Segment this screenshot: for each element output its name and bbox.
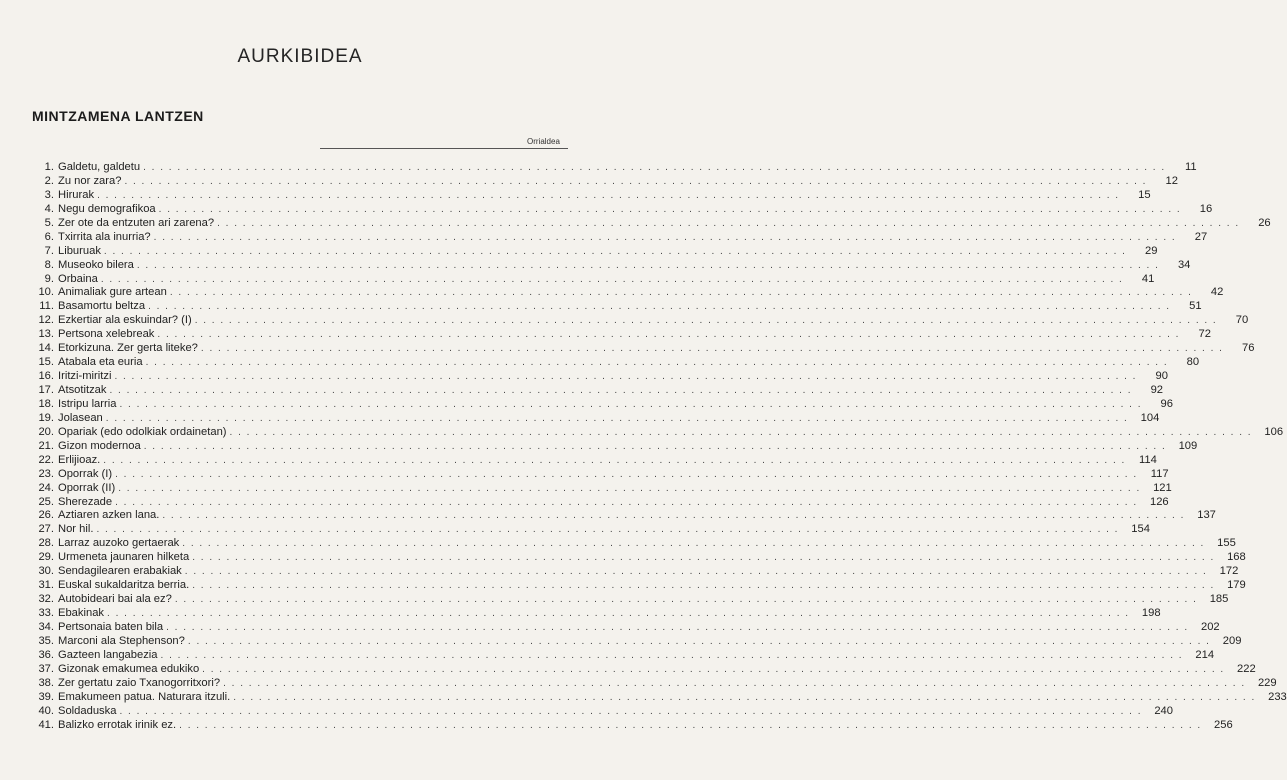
entry-title: Euskal sukaldaritza berria. bbox=[58, 579, 190, 592]
toc-entry bbox=[32, 662, 1256, 677]
toc-entry bbox=[32, 328, 1211, 342]
toc-entry bbox=[32, 537, 1236, 551]
entry-number: 38. bbox=[38, 676, 54, 689]
toc-entry bbox=[32, 481, 1172, 496]
dot-leader: . . . . . . . . . . . . . . . . . . . . . . . . . . . . . . . . . . . . . . . . . . . . . . . . . . . . . . . . . . . . . . . . . . . . . . . . . . . . . . . . . . . . . . . . . . . . . . . . . . . . . . . . . . . . . . . . . . . . . . . . bbox=[143, 162, 1166, 173]
dot-leader: . . . . . . . . . . . . . . . . . . . . . . . . . . . . . . . . . . . . . . . . . . . . . . . . . . . . . . . . . . . . . . . . . . . . . . . . . . . . . . . . . . . . . . . . . . . . . . . . . . . . . . . . . . . . . . . . . . . . . . . . bbox=[103, 454, 1126, 466]
toc-entry bbox=[32, 314, 1249, 328]
entry-number: 37. bbox=[38, 662, 54, 675]
toc-entry bbox=[32, 272, 1155, 287]
entry-number: 26. bbox=[38, 509, 54, 522]
entry-number: 34. bbox=[38, 620, 54, 633]
toc-entry bbox=[32, 425, 1284, 440]
entry-number: 6. bbox=[44, 230, 54, 243]
toc-entry bbox=[32, 188, 1151, 203]
entry-page-number: 121 bbox=[1153, 481, 1172, 494]
toc-entry bbox=[32, 384, 1164, 398]
entry-page-number: 109 bbox=[1178, 439, 1198, 452]
toc-entry bbox=[32, 607, 1161, 621]
entry-page-number: 51 bbox=[1189, 300, 1202, 313]
dot-leader: . . . . . . . . . . . . . . . . . . . . . . . . . . . . . . . . . . . . . . . . . . . . . . . . . . . . . . . . . . . . . . . . . . . . . . . . . . . . . . . . . . . . . . . . . . . . . . . . . . . . . . . . . . . . . . . . . . . . . . . . bbox=[145, 357, 1169, 369]
toc-entry bbox=[32, 286, 1224, 300]
entry-page-number: 179 bbox=[1227, 579, 1246, 592]
entry-number: 18. bbox=[38, 397, 54, 410]
entry-title: Balizko errotak irinik ez. bbox=[58, 718, 177, 731]
dot-leader: . . . . . . . . . . . . . . . . . . . . . . . . . . . . . . . . . . . . . . . . . . . . . . . . . . . . . . . . . . . . . . . . . . . . . . . . . . . . . . . . . . . . . . . . . . . . . . . . . . . . . . . . . . . . . . . . . . . . . . . . bbox=[136, 259, 1160, 271]
entry-number: 1. bbox=[44, 161, 54, 173]
entry-page-number: 137 bbox=[1197, 509, 1216, 522]
entry-page-number: 27 bbox=[1194, 230, 1208, 243]
toc-entry bbox=[32, 174, 1178, 189]
entry-title: Emakumeen patua. Naturara itzuli. bbox=[58, 690, 231, 703]
toc-entry bbox=[32, 397, 1173, 412]
entry-page-number: 72 bbox=[1198, 328, 1211, 341]
entry-title: Pertsona xelebreak bbox=[58, 328, 155, 341]
dot-leader: . . . . . . . . . . . . . . . . . . . . . . . . . . . . . . . . . . . . . . . . . . . . . . . . . . . . . . . . . . . . . . . . . . . . . . . . . . . . . . . . . . . . . . . . . . . . . . . . . . . . . . . . . . . . . . . . . . . . . . . . bbox=[109, 385, 1133, 396]
entry-number: 4. bbox=[44, 202, 54, 215]
toc-entry bbox=[32, 244, 1158, 259]
dot-leader: . . . . . . . . . . . . . . . . . . . . . . . . . . . . . . . . . . . . . . . . . . . . . . . . . . . . . . . . . . . . . . . . . . . . . . . . . . . . . . . . . . . . . . . . . . . . . . . . . . . . . . . . . . . . . . . . . . . . . . . . bbox=[192, 580, 1215, 592]
toc-entry bbox=[32, 467, 1169, 482]
entry-page-number: 185 bbox=[1209, 593, 1229, 606]
dot-leader: . . . . . . . . . . . . . . . . . . . . . . . . . . . . . . . . . . . . . . . . . . . . . . . . . . . . . . . . . . . . . . . . . . . . . . . . . . . . . . . . . . . . . . . . . . . . . . . . . . . . . . . . . . . . . . . . . . . . . . . . bbox=[119, 398, 1142, 410]
entry-number: 40. bbox=[38, 704, 54, 717]
dot-leader: . . . . . . . . . . . . . . . . . . . . . . . . . . . . . . . . . . . . . . . . . . . . . . . . . . . . . . . . . . . . . . . . . . . . . . . . . . . . . . . . . . . . . . . . . . . . . . . . . . . . . . . . . . . . . . . . . . . . . . . . bbox=[143, 440, 1167, 452]
entry-title: Zer gertatu zaio Txanogorritxori? bbox=[58, 676, 221, 689]
entry-number: 19. bbox=[38, 411, 54, 424]
dot-leader: . . . . . . . . . . . . . . . . . . . . . . . . . . . . . . . . . . . . . . . . . . . . . . . . . . . . . . . . . . . . . . . . . . . . . . . . . . . . . . . . . . . . . . . . . . . . . . . . . . . . . . . . . . . . . . . . . . . . . . . . bbox=[118, 482, 1141, 494]
entry-title: Soldaduska bbox=[58, 704, 117, 717]
entry-title: Urmeneta jaunaren hilketa bbox=[58, 551, 190, 564]
entry-page-number: 209 bbox=[1222, 634, 1242, 647]
dot-leader: . . . . . . . . . . . . . . . . . . . . . . . . . . . . . . . . . . . . . . . . . . . . . . . . . . . . . . . . . . . . . . . . . . . . . . . . . . . . . . . . . . . . . . . . . . . . . . . . . . . . . . . . . . . . . . . . . . . . . . . . bbox=[105, 412, 1129, 424]
entry-number: 24. bbox=[38, 481, 54, 494]
toc-entry bbox=[32, 300, 1202, 314]
entry-number: 35. bbox=[38, 634, 54, 647]
section-heading: MINTZAMENA LANTZEN bbox=[32, 108, 204, 124]
entry-page-number: 92 bbox=[1150, 384, 1164, 396]
header-rule bbox=[320, 148, 568, 149]
entry-number: 5. bbox=[44, 216, 54, 229]
entry-page-number: 42 bbox=[1210, 286, 1224, 299]
entry-page-number: 15 bbox=[1138, 188, 1151, 201]
toc-entry bbox=[32, 495, 1169, 510]
entry-number: 13. bbox=[38, 328, 54, 341]
dot-leader: . . . . . . . . . . . . . . . . . . . . . . . . . . . . . . . . . . . . . . . . . . . . . . . . . . . . . . . . . . . . . . . . . . . . . . . . . . . . . . . . . . . . . . . . . . . . . . . . . . . . . . . . . . . . . . . . . . . . . . . . bbox=[166, 621, 1189, 633]
dot-leader: . . . . . . . . . . . . . . . . . . . . . . . . . . . . . . . . . . . . . . . . . . . . . . . . . . . . . . . . . . . . . . . . . . . . . . . . . . . . . . . . . . . . . . . . . . . . . . . . . . . . . . . . . . . . . . . . . . . . . . . . bbox=[160, 649, 1184, 661]
entry-title: Atabala eta euria bbox=[58, 356, 143, 369]
dot-leader: . . . . . . . . . . . . . . . . . . . . . . . . . . . . . . . . . . . . . . . . . . . . . . . . . . . . . . . . . . . . . . . . . . . . . . . . . . . . . . . . . . . . . . . . . . . . . . . . . . . . . . . . . . . . . . . . . . . . . . . . bbox=[169, 287, 1193, 299]
entry-number: 39. bbox=[38, 690, 54, 703]
dot-leader: . . . . . . . . . . . . . . . . . . . . . . . . . . . . . . . . . . . . . . . . . . . . . . . . . . . . . . . . . . . . . . . . . . . . . . . . . . . . . . . . . . . . . . . . . . . . . . . . . . . . . . . . . . . . . . . . . . . . . . . . bbox=[217, 217, 1240, 229]
dot-leader: . . . . . . . . . . . . . . . . . . . . . . . . . . . . . . . . . . . . . . . . . . . . . . . . . . . . . . . . . . . . . . . . . . . . . . . . . . . . . . . . . . . . . . . . . . . . . . . . . . . . . . . . . . . . . . . . . . . . . . . . bbox=[148, 301, 1171, 313]
entry-number: 29. bbox=[38, 551, 54, 564]
toc-entry bbox=[32, 342, 1255, 356]
entry-title: Autobideari bai ala ez? bbox=[58, 593, 172, 606]
entry-title: Sherezade bbox=[58, 495, 113, 508]
entry-page-number: 117 bbox=[1150, 467, 1169, 480]
toc-entry bbox=[32, 704, 1173, 719]
entry-title: Gizon modernoa bbox=[58, 439, 141, 452]
toc-entry bbox=[32, 439, 1198, 454]
entry-title: Iritzi-miritzi bbox=[58, 370, 112, 383]
entry-page-number: 70 bbox=[1235, 314, 1249, 327]
toc-entry bbox=[32, 648, 1215, 663]
dot-leader: . . . . . . . . . . . . . . . . . . . . . . . . . . . . . . . . . . . . . . . . . . . . . . . . . . . . . . . . . . . . . . . . . . . . . . . . . . . . . . . . . . . . . . . . . . . . . . . . . . . . . . . . . . . . . . . . . . . . . . . . bbox=[187, 635, 1211, 647]
entry-page-number: 233 bbox=[1268, 690, 1287, 703]
toc-entry bbox=[32, 551, 1246, 565]
entry-title: Oporrak (I) bbox=[58, 467, 113, 480]
entry-number: 31. bbox=[38, 579, 54, 592]
dot-leader: . . . . . . . . . . . . . . . . . . . . . . . . . . . . . . . . . . . . . . . . . . . . . . . . . . . . . . . . . . . . . . . . . . . . . . . . . . . . . . . . . . . . . . . . . . . . . . . . . . . . . . . . . . . . . . . . . . . . . . . . bbox=[223, 677, 1246, 689]
entry-number: 27. bbox=[38, 523, 54, 536]
entry-title: Pertsonaia baten bila bbox=[58, 620, 164, 633]
dot-leader: . . . . . . . . . . . . . . . . . . . . . . . . . . . . . . . . . . . . . . . . . . . . . . . . . . . . . . . . . . . . . . . . . . . . . . . . . . . . . . . . . . . . . . . . . . . . . . . . . . . . . . . . . . . . . . . . . . . . . . . . bbox=[157, 329, 1180, 341]
entry-page-number: 168 bbox=[1227, 551, 1246, 564]
entry-number: 12. bbox=[38, 314, 54, 327]
entry-title: Gizonak emakumea edukiko bbox=[58, 662, 200, 675]
entry-page-number: 202 bbox=[1200, 620, 1220, 633]
toc-entry bbox=[32, 453, 1157, 468]
dot-leader: . . . . . . . . . . . . . . . . . . . . . . . . . . . . . . . . . . . . . . . . . . . . . . . . . . . . . . . . . . . . . . . . . . . . . . . . . . . . . . . . . . . . . . . . . . . . . . . . . . . . . . . . . . . . . . . . . . . . . . . . bbox=[200, 343, 1224, 355]
toc-entry bbox=[32, 356, 1200, 370]
toc-entry bbox=[32, 411, 1160, 426]
entry-page-number: 104 bbox=[1140, 411, 1160, 424]
toc-entry bbox=[32, 216, 1271, 231]
entry-title: Marconi ala Stephenson? bbox=[58, 634, 185, 647]
entry-title: Atsotitzak bbox=[58, 384, 107, 396]
dot-leader: . . . . . . . . . . . . . . . . . . . . . . . . . . . . . . . . . . . . . . . . . . . . . . . . . . . . . . . . . . . . . . . . . . . . . . . . . . . . . . . . . . . . . . . . . . . . . . . . . . . . . . . . . . . . . . . . . . . . . . . . bbox=[158, 203, 1182, 215]
entry-page-number: 229 bbox=[1257, 676, 1277, 689]
entry-title: Aztiaren azken lana. bbox=[58, 509, 160, 522]
entry-page-number: 80 bbox=[1186, 356, 1200, 369]
entry-number: 21. bbox=[38, 439, 54, 452]
dot-leader: . . . . . . . . . . . . . . . . . . . . . . . . . . . . . . . . . . . . . . . . . . . . . . . . . . . . . . . . . . . . . . . . . . . . . . . . . . . . . . . . . . . . . . . . . . . . . . . . . . . . . . . . . . . . . . . . . . . . . . . . bbox=[103, 245, 1127, 257]
entry-number: 20. bbox=[38, 425, 54, 438]
toc-entry bbox=[32, 565, 1239, 579]
entry-number: 15. bbox=[38, 356, 54, 369]
entry-page-number: 198 bbox=[1141, 607, 1161, 619]
entry-number: 10. bbox=[38, 286, 54, 299]
entry-page-number: 96 bbox=[1160, 397, 1173, 410]
entry-page-number: 126 bbox=[1149, 495, 1169, 508]
entry-page-number: 41 bbox=[1141, 272, 1155, 285]
entry-page-number: 34 bbox=[1177, 258, 1191, 271]
toc-entry bbox=[32, 509, 1216, 523]
entry-title: Museoko bilera bbox=[58, 258, 134, 271]
entry-title: Galdetu, galdetu bbox=[58, 161, 141, 173]
entry-page-number: 16 bbox=[1199, 202, 1213, 215]
dot-leader: . . . . . . . . . . . . . . . . . . . . . . . . . . . . . . . . . . . . . . . . . . . . . . . . . . . . . . . . . . . . . . . . . . . . . . . . . . . . . . . . . . . . . . . . . . . . . . . . . . . . . . . . . . . . . . . . . . . . . . . . bbox=[194, 315, 1218, 327]
entry-number: 36. bbox=[38, 648, 54, 661]
entry-page-number: 106 bbox=[1264, 425, 1284, 438]
entry-title: Etorkizuna. Zer gerta liteke? bbox=[58, 342, 198, 355]
dot-leader: . . . . . . . . . . . . . . . . . . . . . . . . . . . . . . . . . . . . . . . . . . . . . . . . . . . . . . . . . . . . . . . . . . . . . . . . . . . . . . . . . . . . . . . . . . . . . . . . . . . . . . . . . . . . . . . . . . . . . . . . bbox=[100, 273, 1124, 285]
dot-leader: . . . . . . . . . . . . . . . . . . . . . . . . . . . . . . . . . . . . . . . . . . . . . . . . . . . . . . . . . . . . . . . . . . . . . . . . . . . . . . . . . . . . . . . . . . . . . . . . . . . . . . . . . . . . . . . . . . . . . . . . bbox=[115, 468, 1138, 480]
dot-leader: . . . . . . . . . . . . . . . . . . . . . . . . . . . . . . . . . . . . . . . . . . . . . . . . . . . . . . . . . . . . . . . . . . . . . . . . . . . . . . . . . . . . . . . . . . . . . . . . . . . . . . . . . . . . . . . . . . . . . . . . bbox=[97, 189, 1120, 201]
toc-entry bbox=[32, 202, 1213, 217]
entry-number: 25. bbox=[38, 495, 54, 508]
entry-page-number: 90 bbox=[1155, 370, 1168, 383]
entry-page-number: 256 bbox=[1214, 718, 1233, 731]
dot-leader: . . . . . . . . . . . . . . . . . . . . . . . . . . . . . . . . . . . . . . . . . . . . . . . . . . . . . . . . . . . . . . . . . . . . . . . . . . . . . . . . . . . . . . . . . . . . . . . . . . . . . . . . . . . . . . . . . . . . . . . . bbox=[124, 175, 1147, 187]
entry-page-number: 114 bbox=[1138, 453, 1157, 466]
toc-entry bbox=[32, 718, 1233, 733]
dot-leader: . . . . . . . . . . . . . . . . . . . . . . . . . . . . . . . . . . . . . . . . . . . . . . . . . . . . . . . . . . . . . . . . . . . . . . . . . . . . . . . . . . . . . . . . . . . . . . . . . . . . . . . . . . . . . . . . . . . . . . . . bbox=[115, 496, 1138, 508]
toc-entry bbox=[32, 161, 1197, 175]
entry-page-number: 222 bbox=[1237, 662, 1256, 675]
entry-title: Liburuak bbox=[58, 244, 101, 257]
entry-page-number: 12 bbox=[1165, 174, 1178, 187]
entry-page-number: 155 bbox=[1217, 537, 1236, 550]
entry-number: 3. bbox=[44, 188, 54, 201]
page-title: AURKIBIDEA bbox=[237, 46, 363, 67]
entry-title: Txirrita ala inurria? bbox=[58, 230, 151, 243]
entry-number: 7. bbox=[44, 244, 54, 257]
entry-number: 11. bbox=[39, 300, 54, 313]
dot-leader: . . . . . . . . . . . . . . . . . . . . . . . . . . . . . . . . . . . . . . . . . . . . . . . . . . . . . . . . . . . . . . . . . . . . . . . . . . . . . . . . . . . . . . . . . . . . . . . . . . . . . . . . . . . . . . . . . . . . . . . . bbox=[114, 371, 1137, 383]
toc-entry bbox=[32, 579, 1246, 593]
entry-number: 14. bbox=[38, 342, 54, 355]
entry-number: 17. bbox=[38, 384, 54, 396]
entry-number: 23. bbox=[38, 467, 54, 480]
entry-page-number: 240 bbox=[1154, 704, 1173, 717]
entry-title: Gazteen langabezia bbox=[58, 648, 158, 661]
toc-entry bbox=[32, 370, 1168, 384]
dot-leader: . . . . . . . . . . . . . . . . . . . . . . . . . . . . . . . . . . . . . . . . . . . . . . . . . . . . . . . . . . . . . . . . . . . . . . . . . . . . . . . . . . . . . . . . . . . . . . . . . . . . . . . . . . . . . . . . . . . . . . . . bbox=[179, 719, 1202, 731]
entry-number: 16. bbox=[38, 370, 54, 383]
entry-page-number: 26 bbox=[1258, 216, 1271, 229]
dot-leader: . . . . . . . . . . . . . . . . . . . . . . . . . . . . . . . . . . . . . . . . . . . . . . . . . . . . . . . . . . . . . . . . . . . . . . . . . . . . . . . . . . . . . . . . . . . . . . . . . . . . . . . . . . . . . . . . . . . . . . . . bbox=[192, 552, 1215, 564]
toc-entry bbox=[32, 523, 1150, 537]
toc-entry bbox=[32, 690, 1287, 705]
entry-page-number: 214 bbox=[1195, 648, 1215, 661]
dot-leader: . . . . . . . . . . . . . . . . . . . . . . . . . . . . . . . . . . . . . . . . . . . . . . . . . . . . . . . . . . . . . . . . . . . . . . . . . . . . . . . . . . . . . . . . . . . . . . . . . . . . . . . . . . . . . . . . . . . . . . . . bbox=[202, 663, 1225, 675]
dot-leader: . . . . . . . . . . . . . . . . . . . . . . . . . . . . . . . . . . . . . . . . . . . . . . . . . . . . . . . . . . . . . . . . . . . . . . . . . . . . . . . . . . . . . . . . . . . . . . . . . . . . . . . . . . . . . . . . . . . . . . . . bbox=[174, 594, 1198, 606]
entry-title: Hirurak bbox=[58, 188, 95, 201]
entry-title: Istripu larria bbox=[58, 397, 117, 410]
entry-number: 8. bbox=[44, 258, 54, 271]
entry-page-number: 172 bbox=[1219, 565, 1239, 578]
toc-entry bbox=[32, 593, 1229, 607]
entry-number: 30. bbox=[38, 565, 54, 578]
entry-number: 32. bbox=[38, 593, 54, 606]
entry-number: 33. bbox=[38, 607, 54, 619]
page-column-header: Orrialdea bbox=[527, 137, 560, 146]
entry-title: Sendagilearen erabakiak bbox=[58, 565, 182, 578]
dot-leader: . . . . . . . . . . . . . . . . . . . . . . . . . . . . . . . . . . . . . . . . . . . . . . . . . . . . . . . . . . . . . . . . . . . . . . . . . . . . . . . . . . . . . . . . . . . . . . . . . . . . . . . . . . . . . . . . . . . . . . . . bbox=[229, 426, 1253, 438]
entry-page-number: 11 bbox=[1185, 161, 1197, 173]
entry-number: 9. bbox=[44, 272, 54, 285]
dot-leader: . . . . . . . . . . . . . . . . . . . . . . . . . . . . . . . . . . . . . . . . . . . . . . . . . . . . . . . . . . . . . . . . . . . . . . . . . . . . . . . . . . . . . . . . . . . . . . . . . . . . . . . . . . . . . . . . . . . . . . . . bbox=[96, 524, 1119, 536]
entry-number: 41. bbox=[38, 718, 54, 731]
entry-title: Basamortu beltza bbox=[58, 300, 146, 313]
entry-title: Negu demografikoa bbox=[58, 202, 156, 215]
dot-leader: . . . . . . . . . . . . . . . . . . . . . . . . . . . . . . . . . . . . . . . . . . . . . . . . . . . . . . . . . . . . . . . . . . . . . . . . . . . . . . . . . . . . . . . . . . . . . . . . . . . . . . . . . . . . . . . . . . . . . . . . bbox=[233, 691, 1256, 703]
entry-title: Zer ote da entzuten ari zarena? bbox=[58, 216, 215, 229]
entry-title: Orbaina bbox=[58, 272, 98, 285]
entry-title: Ebakinak bbox=[58, 607, 105, 619]
entry-page-number: 29 bbox=[1145, 244, 1158, 257]
entry-title: Zu nor zara? bbox=[58, 174, 122, 187]
dot-leader: . . . . . . . . . . . . . . . . . . . . . . . . . . . . . . . . . . . . . . . . . . . . . . . . . . . . . . . . . . . . . . . . . . . . . . . . . . . . . . . . . . . . . . . . . . . . . . . . . . . . . . . . . . . . . . . . . . . . . . . . bbox=[182, 538, 1205, 550]
toc-entry bbox=[32, 258, 1191, 273]
entry-title: Erlijioaz. bbox=[58, 453, 101, 466]
dot-leader: . . . . . . . . . . . . . . . . . . . . . . . . . . . . . . . . . . . . . . . . . . . . . . . . . . . . . . . . . . . . . . . . . . . . . . . . . . . . . . . . . . . . . . . . . . . . . . . . . . . . . . . . . . . . . . . . . . . . . . . . bbox=[119, 705, 1142, 717]
entry-number: 2. bbox=[44, 174, 54, 187]
dot-leader: . . . . . . . . . . . . . . . . . . . . . . . . . . . . . . . . . . . . . . . . . . . . . . . . . . . . . . . . . . . . . . . . . . . . . . . . . . . . . . . . . . . . . . . . . . . . . . . . . . . . . . . . . . . . . . . . . . . . . . . . bbox=[153, 231, 1177, 243]
entry-title: Animaliak gure artean bbox=[58, 286, 167, 299]
toc-entry bbox=[32, 634, 1242, 649]
entry-title: Jolasean bbox=[58, 411, 103, 424]
entry-page-number: 76 bbox=[1242, 342, 1255, 355]
entry-title: Nor hil. bbox=[58, 523, 94, 536]
dot-leader: . . . . . . . . . . . . . . . . . . . . . . . . . . . . . . . . . . . . . . . . . . . . . . . . . . . . . . . . . . . . . . . . . . . . . . . . . . . . . . . . . . . . . . . . . . . . . . . . . . . . . . . . . . . . . . . . . . . . . . . . bbox=[184, 566, 1208, 578]
entry-title: Ezkertiar ala eskuindar? (I) bbox=[58, 314, 192, 327]
toc-entry bbox=[32, 676, 1277, 691]
entry-number: 22. bbox=[38, 453, 54, 466]
entry-page-number: 154 bbox=[1131, 523, 1150, 536]
entry-number: 28. bbox=[38, 537, 54, 550]
entry-title: Opariak (edo odolkiak ordainetan) bbox=[58, 425, 227, 438]
table-of-contents bbox=[32, 161, 1287, 732]
dot-leader: . . . . . . . . . . . . . . . . . . . . . . . . . . . . . . . . . . . . . . . . . . . . . . . . . . . . . . . . . . . . . . . . . . . . . . . . . . . . . . . . . . . . . . . . . . . . . . . . . . . . . . . . . . . . . . . . . . . . . . . . bbox=[162, 510, 1185, 522]
toc-entry bbox=[32, 620, 1220, 635]
entry-title: Oporrak (II) bbox=[58, 481, 116, 494]
toc-entry bbox=[32, 230, 1208, 245]
entry-title: Larraz auzoko gertaerak bbox=[58, 537, 180, 550]
dot-leader: . . . . . . . . . . . . . . . . . . . . . . . . . . . . . . . . . . . . . . . . . . . . . . . . . . . . . . . . . . . . . . . . . . . . . . . . . . . . . . . . . . . . . . . . . . . . . . . . . . . . . . . . . . . . . . . . . . . . . . . . bbox=[107, 608, 1130, 619]
